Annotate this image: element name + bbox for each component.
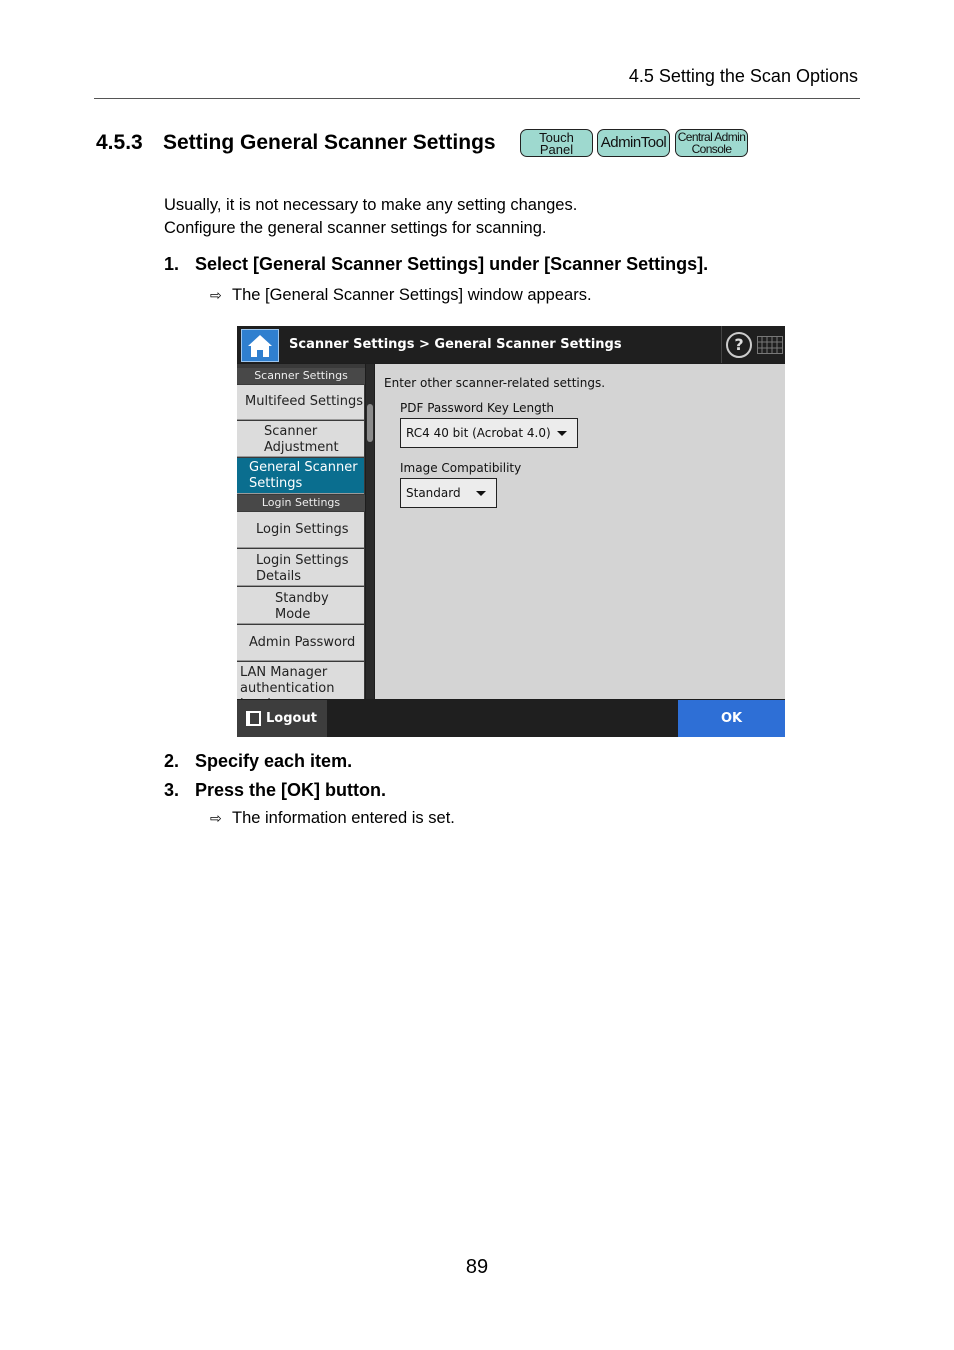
- settings-content: [375, 364, 785, 699]
- step-number: 1.: [164, 254, 180, 274]
- sidebar-item-multifeed[interactable]: Multifeed Settings: [237, 385, 364, 420]
- step-number: 3.: [164, 780, 180, 800]
- chevron-down-icon: [476, 491, 486, 496]
- step-2: [164, 751, 352, 772]
- select-value: RC4 40 bit (Acrobat 4.0): [406, 426, 551, 440]
- scrollbar-thumb[interactable]: [367, 404, 373, 442]
- sidebar-group-scanner-settings: Scanner Settings: [237, 368, 365, 384]
- sidebar-group-login-settings: Login Settings: [237, 495, 365, 511]
- sidebar-item-label: Scanner: [264, 424, 318, 439]
- pdf-password-key-length-select[interactable]: [400, 418, 578, 448]
- step-text: Select [General Scanner Settings] under [Scanner Settings].: [195, 254, 709, 274]
- section-heading: [96, 131, 496, 155]
- intro-line-1: Usually, it is not necessary to make any setting changes.: [164, 196, 578, 214]
- running-header: 4.5 Setting the Scan Options: [628, 66, 858, 86]
- bottom-bar: [237, 700, 785, 737]
- intro-line-2: Configure the general scanner settings for scanning.: [164, 219, 547, 237]
- keyboard-icon[interactable]: [757, 336, 783, 354]
- admin-tool-badge: AdminTool: [597, 129, 670, 157]
- step-3: [164, 780, 386, 801]
- sidebar-item-general-scanner-settings[interactable]: [237, 458, 364, 494]
- result-arrow-icon: ⇨: [210, 810, 222, 826]
- scanner-settings-screenshot: [237, 326, 785, 737]
- step-number: 2.: [164, 751, 180, 771]
- touch-panel-badge: [520, 129, 593, 157]
- settings-sidebar: [237, 364, 365, 699]
- step-3-result: [210, 809, 455, 828]
- sidebar-item-label: authentication: [240, 681, 335, 696]
- pdf-password-key-length-label: PDF Password Key Length: [400, 401, 555, 415]
- content-description: Enter other scanner-related settings.: [384, 376, 606, 390]
- sidebar-item-label: Login Settings: [256, 553, 349, 568]
- step-text: Press the [OK] button.: [195, 780, 387, 800]
- sidebar-item-label: Details: [256, 569, 302, 584]
- badge-line: Panel: [539, 142, 574, 157]
- image-compatibility-select[interactable]: [400, 478, 497, 508]
- sidebar-item-label: LAN Manager: [240, 665, 328, 680]
- sidebar-item-scanner-adjustment[interactable]: [237, 421, 364, 457]
- sidebar-item-label: Adjustment: [264, 440, 339, 455]
- badge-line: Central Admin: [677, 130, 746, 144]
- result-arrow-icon: ⇨: [210, 287, 222, 303]
- sidebar-item-label: General Scanner: [249, 460, 358, 475]
- step-1-result: [210, 286, 592, 305]
- sidebar-item-login-settings-details[interactable]: [237, 549, 364, 586]
- select-value: Standard: [406, 486, 461, 500]
- badge-line: Touch: [539, 130, 574, 145]
- title-bar-tools: [721, 326, 785, 363]
- logout-button[interactable]: [237, 700, 327, 737]
- step-text: Specify each item.: [195, 751, 353, 771]
- title-bar: [237, 326, 785, 363]
- central-admin-console-badge: [675, 129, 748, 157]
- sidebar-item-standby-mode[interactable]: [237, 587, 364, 624]
- sidebar-item-lan-manager[interactable]: [237, 662, 364, 699]
- header-rule: [94, 98, 860, 99]
- sidebar-item-label: Standby: [275, 591, 329, 606]
- image-compatibility-label: Image Compatibility: [400, 461, 522, 475]
- logout-label: Logout: [266, 711, 317, 726]
- sidebar-item-label: Mode: [275, 607, 311, 622]
- chevron-down-icon: [557, 431, 567, 436]
- result-text: The information entered is set.: [232, 809, 455, 827]
- help-icon[interactable]: ?: [726, 332, 752, 358]
- sidebar-item-label: Settings: [249, 476, 303, 491]
- sidebar-item-admin-password[interactable]: Admin Password: [237, 625, 364, 661]
- step-1: [164, 254, 708, 275]
- badge-line: Console: [691, 142, 732, 156]
- section-title: Setting General Scanner Settings: [163, 131, 496, 154]
- logout-icon: [245, 710, 262, 727]
- section-number: 4.5.3: [96, 131, 143, 154]
- sidebar-item-login-settings[interactable]: Login Settings: [237, 512, 364, 548]
- home-icon[interactable]: [241, 329, 279, 362]
- page-number: 89: [465, 1256, 489, 1278]
- result-text: The [General Scanner Settings] window appears.: [232, 286, 592, 304]
- screen-title: Scanner Settings > General Scanner Settings: [289, 337, 622, 352]
- ok-button[interactable]: OK: [678, 700, 785, 737]
- sidebar-scrollbar[interactable]: [366, 364, 374, 699]
